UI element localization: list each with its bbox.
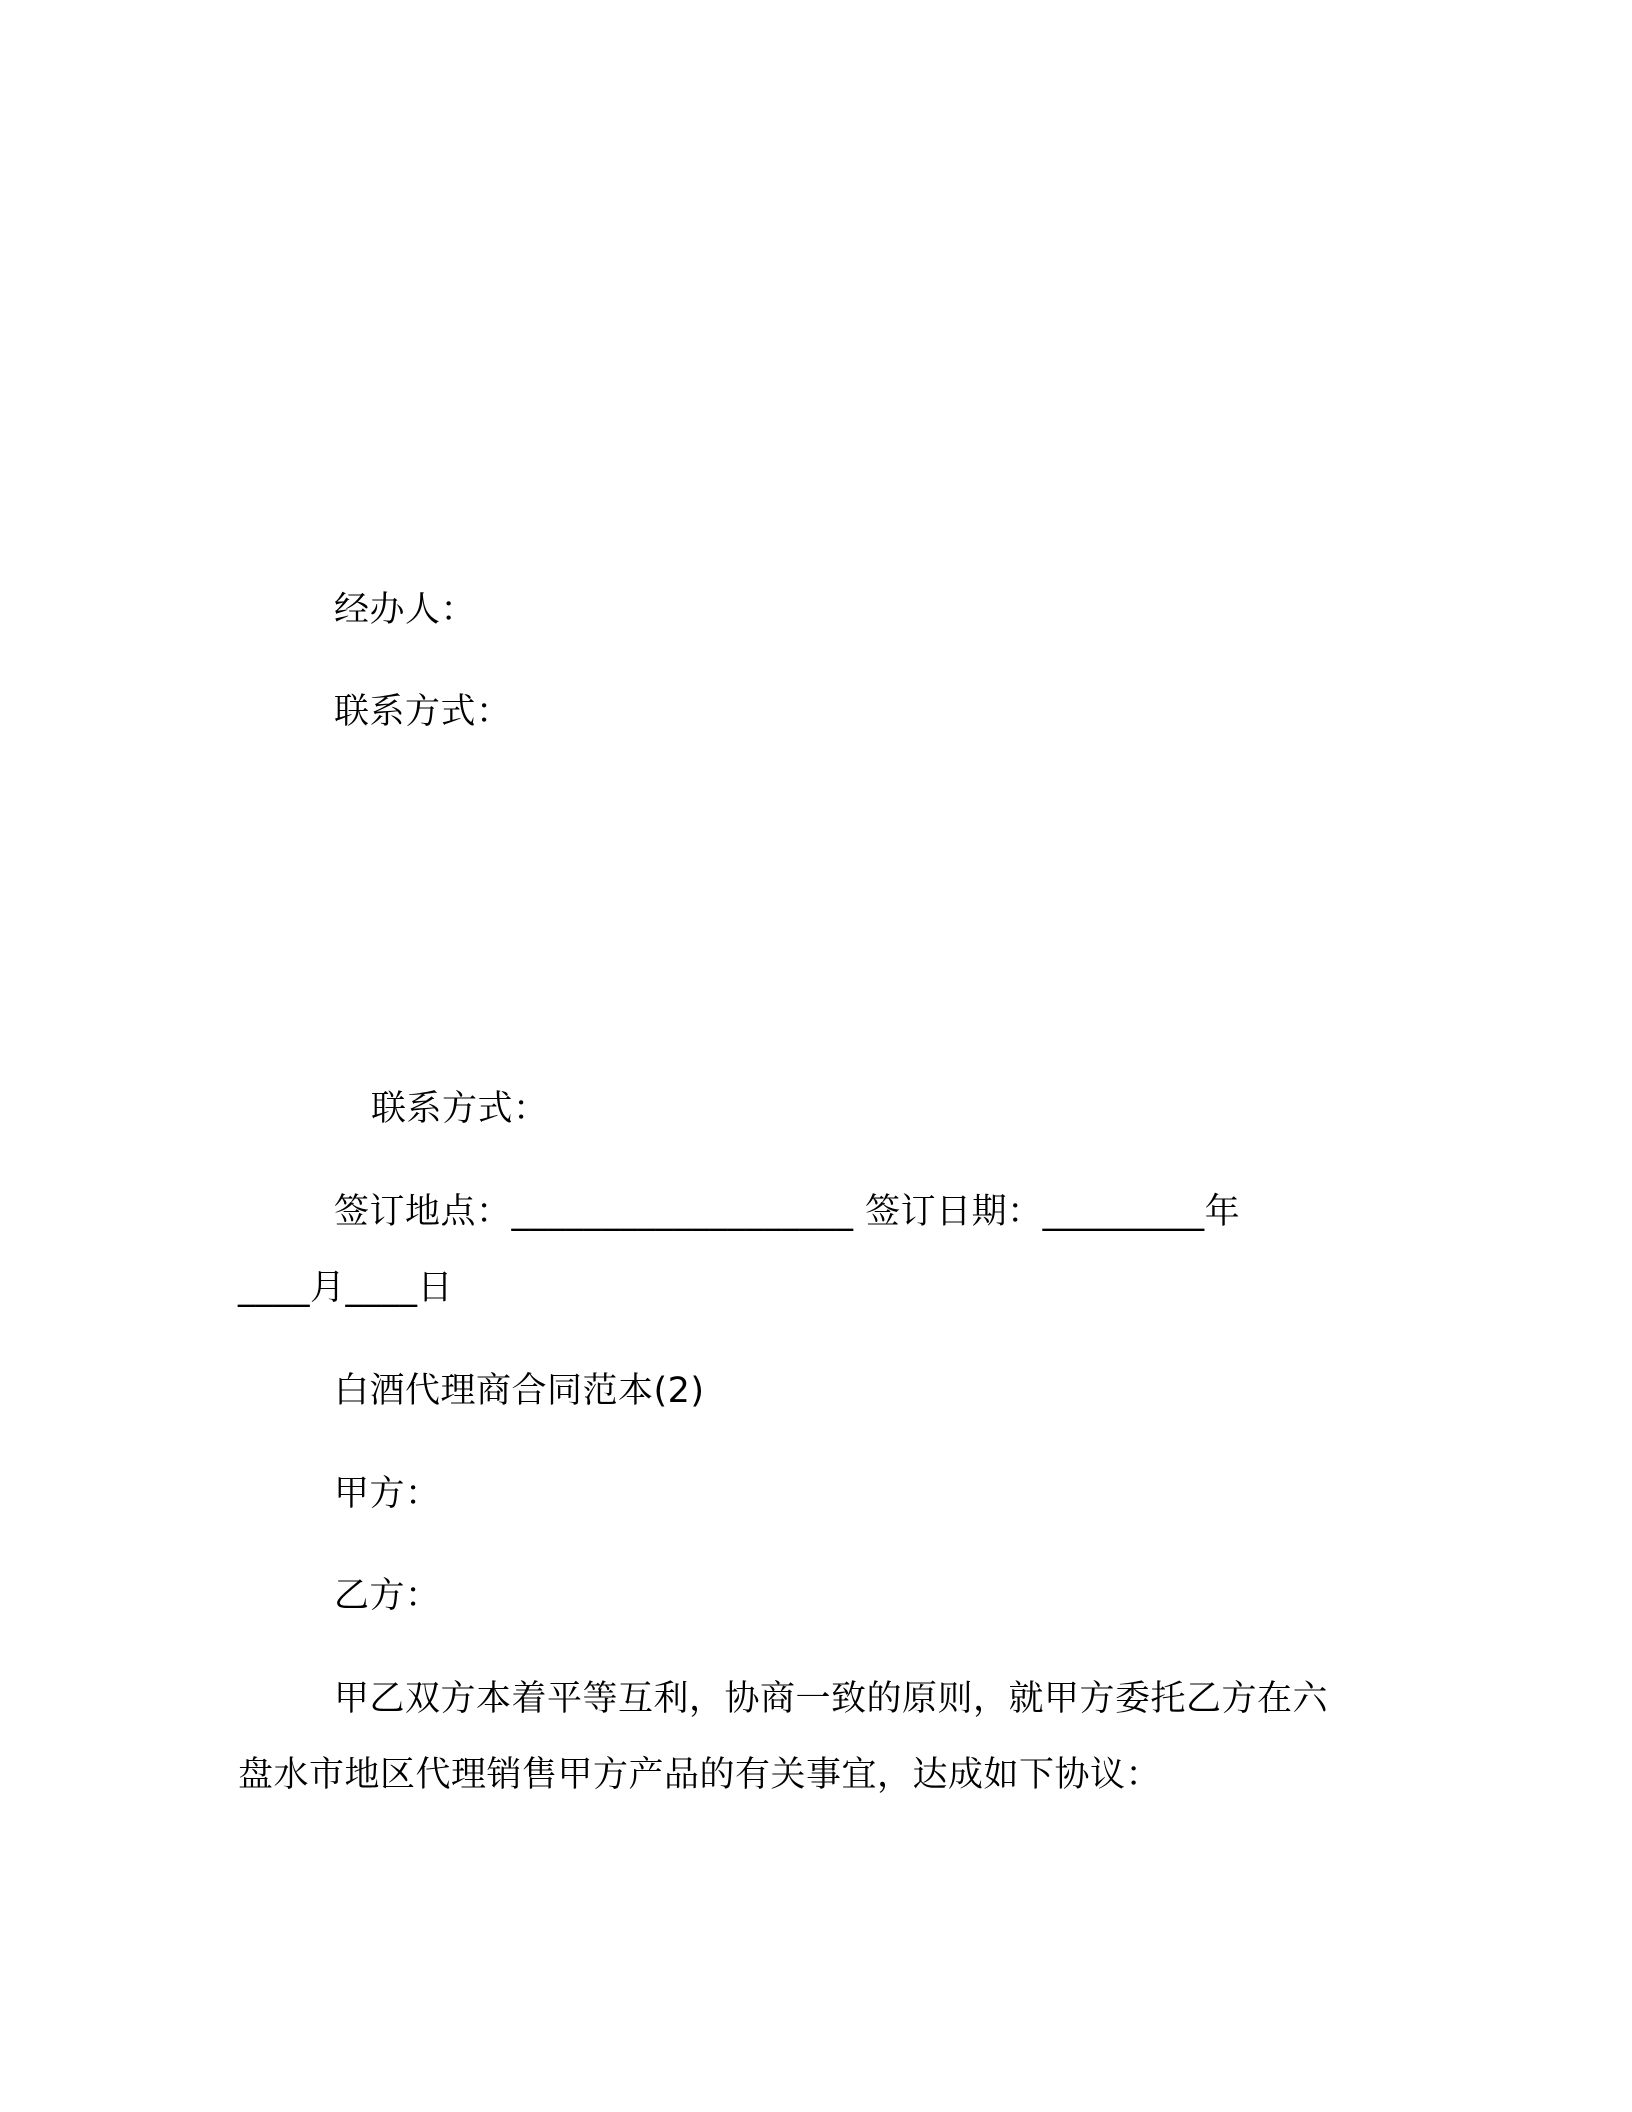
- intro-paragraph-line-1: 甲乙双方本着平等互利，协商一致的原则，就甲方委托乙方在六: [334, 1679, 1329, 1719]
- party-b-label: 乙方：: [334, 1576, 441, 1616]
- signing-place-date-line: 签订地点：___________________ 签订日期：_________年: [334, 1192, 1241, 1232]
- handler-label: 经办人：: [334, 590, 477, 630]
- contract-title: 白酒代理商合同范本(2): [334, 1371, 705, 1411]
- contact-label: 联系方式：: [334, 692, 512, 732]
- signing-date-continuation: ____月____日: [238, 1268, 454, 1308]
- party-a-label: 甲方：: [334, 1474, 441, 1514]
- contact-label: 联系方式：: [371, 1089, 549, 1129]
- intro-paragraph-line-2: 盘水市地区代理销售甲方产品的有关事宜，达成如下协议：: [238, 1755, 1162, 1795]
